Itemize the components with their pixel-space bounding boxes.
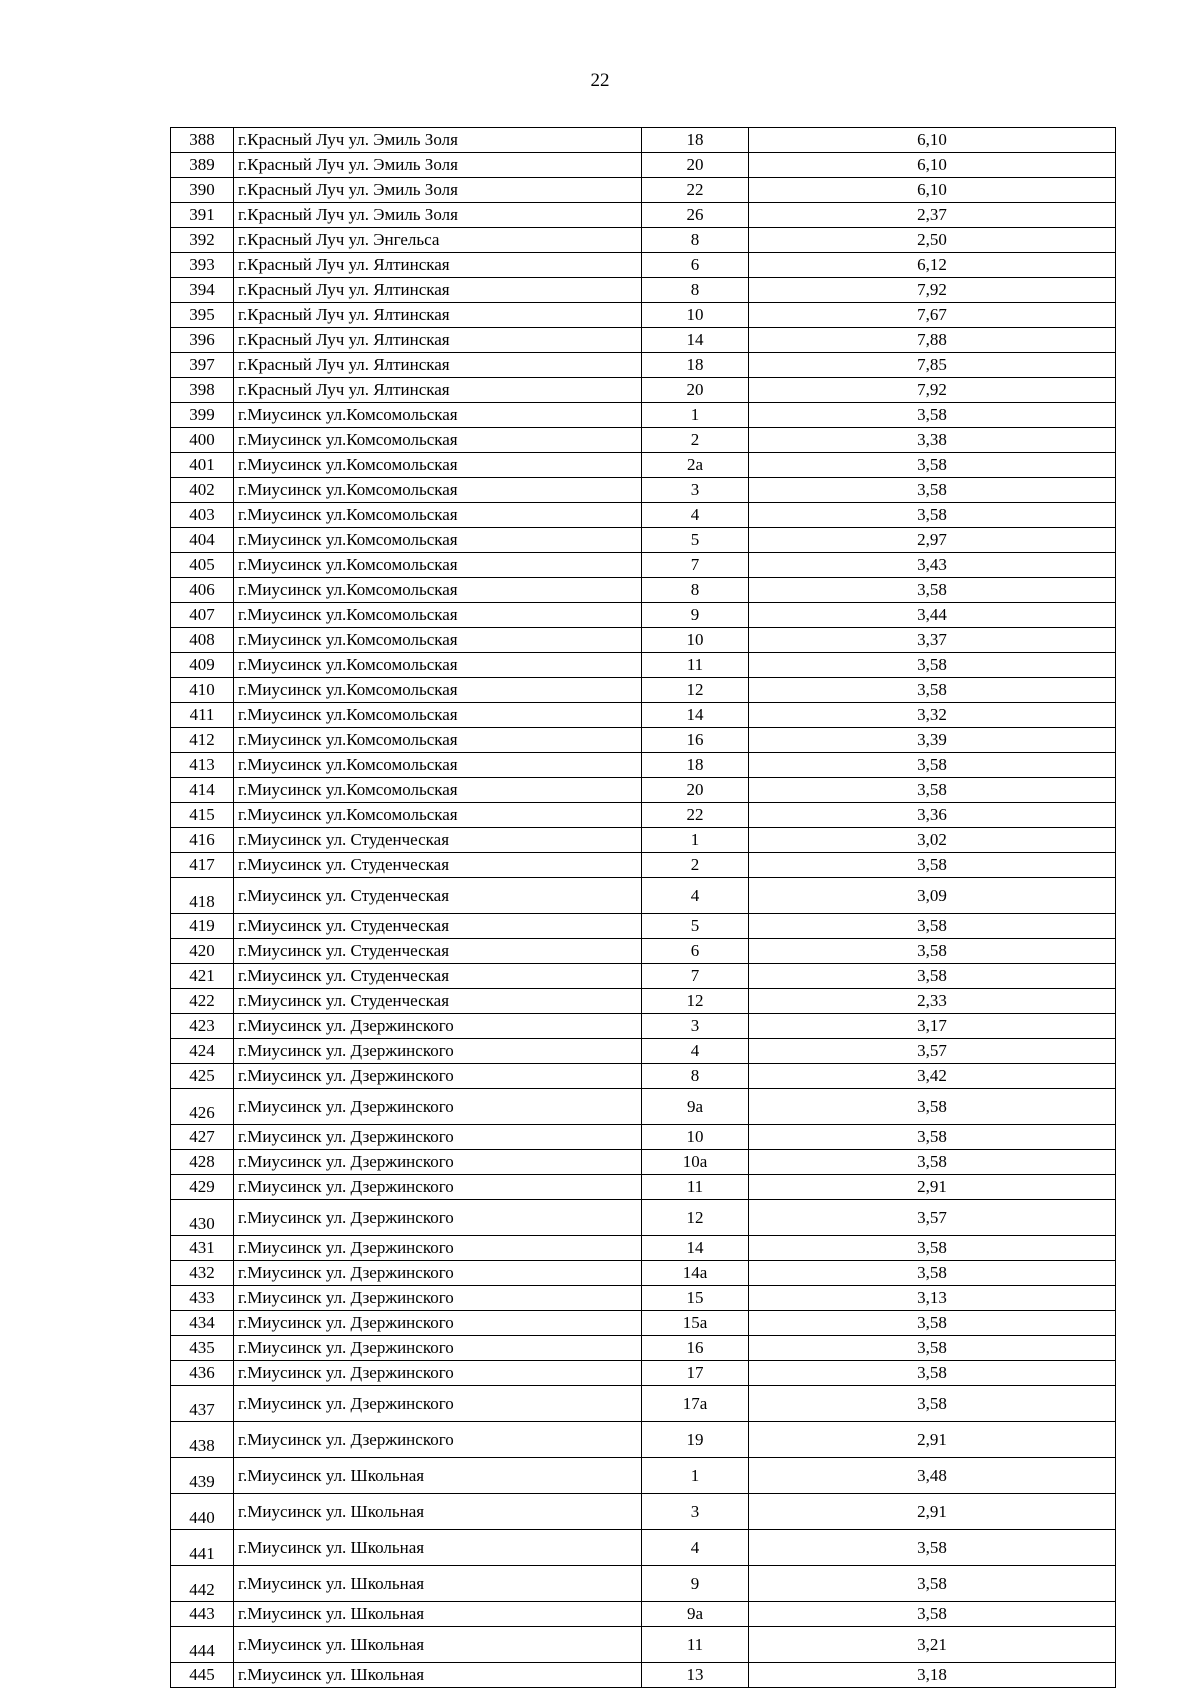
value-cell: 6,10 xyxy=(749,128,1116,153)
house-number-cell: 3 xyxy=(642,478,749,503)
value-cell: 3,58 xyxy=(749,478,1116,503)
table-row xyxy=(171,153,1116,178)
address-cell: г.Миусинск ул. Дзержинского xyxy=(234,1089,642,1125)
value-cell: 3,48 xyxy=(749,1458,1116,1494)
address-cell: г.Миусинск ул.Комсомольская xyxy=(234,478,642,503)
address-cell: г.Красный Луч ул. Ялтинская xyxy=(234,353,642,378)
row-number-cell: 438 xyxy=(171,1422,234,1458)
value-cell: 3,58 xyxy=(749,1261,1116,1286)
table-row xyxy=(171,964,1116,989)
table-row xyxy=(171,1422,1116,1458)
table-row xyxy=(171,1458,1116,1494)
row-number-cell: 403 xyxy=(171,503,234,528)
address-cell: г.Миусинск ул.Комсомольская xyxy=(234,703,642,728)
row-number-cell: 431 xyxy=(171,1236,234,1261)
address-cell: г.Миусинск ул. Студенческая xyxy=(234,989,642,1014)
address-cell: г.Миусинск ул. Дзержинского xyxy=(234,1311,642,1336)
value-cell: 2,37 xyxy=(749,203,1116,228)
row-number-cell: 405 xyxy=(171,553,234,578)
value-cell: 3,58 xyxy=(749,678,1116,703)
row-number-cell: 428 xyxy=(171,1150,234,1175)
value-cell: 3,21 xyxy=(749,1627,1116,1663)
value-cell: 2,91 xyxy=(749,1175,1116,1200)
house-number-cell: 12 xyxy=(642,678,749,703)
table-row xyxy=(171,1064,1116,1089)
house-number-cell: 13 xyxy=(642,1663,749,1688)
house-number-cell: 1 xyxy=(642,403,749,428)
address-cell: г.Миусинск ул.Комсомольская xyxy=(234,528,642,553)
table-row xyxy=(171,878,1116,914)
value-cell: 3,36 xyxy=(749,803,1116,828)
value-cell: 3,37 xyxy=(749,628,1116,653)
table-row xyxy=(171,428,1116,453)
house-number-cell: 11 xyxy=(642,1175,749,1200)
house-number-cell: 7 xyxy=(642,964,749,989)
row-number-cell: 435 xyxy=(171,1336,234,1361)
house-number-cell: 6 xyxy=(642,939,749,964)
table-row xyxy=(171,478,1116,503)
value-cell: 3,09 xyxy=(749,878,1116,914)
address-cell: г.Миусинск ул.Комсомольская xyxy=(234,778,642,803)
house-number-cell: 4 xyxy=(642,878,749,914)
value-cell: 2,97 xyxy=(749,528,1116,553)
row-number-cell: 395 xyxy=(171,303,234,328)
table-row xyxy=(171,1530,1116,1566)
address-cell: г.Миусинск ул. Школьная xyxy=(234,1566,642,1602)
address-cell: г.Миусинск ул. Дзержинского xyxy=(234,1064,642,1089)
table-row xyxy=(171,778,1116,803)
value-cell: 7,67 xyxy=(749,303,1116,328)
table-row xyxy=(171,803,1116,828)
house-number-cell: 10а xyxy=(642,1150,749,1175)
value-cell: 3,58 xyxy=(749,578,1116,603)
value-cell: 2,91 xyxy=(749,1422,1116,1458)
table-row xyxy=(171,528,1116,553)
address-cell: г.Миусинск ул. Студенческая xyxy=(234,964,642,989)
house-number-cell: 11 xyxy=(642,653,749,678)
table-row xyxy=(171,228,1116,253)
row-number-cell: 388 xyxy=(171,128,234,153)
row-number-cell: 425 xyxy=(171,1064,234,1089)
table-row xyxy=(171,328,1116,353)
row-number-cell: 390 xyxy=(171,178,234,203)
table-row xyxy=(171,1089,1116,1125)
table-body xyxy=(171,128,1116,1688)
table-row xyxy=(171,1039,1116,1064)
row-number-cell: 415 xyxy=(171,803,234,828)
table-row xyxy=(171,253,1116,278)
address-cell: г.Красный Луч ул. Эмиль Золя xyxy=(234,178,642,203)
value-cell: 3,43 xyxy=(749,553,1116,578)
table-row xyxy=(171,553,1116,578)
house-number-cell: 11 xyxy=(642,1627,749,1663)
address-cell: г.Красный Луч ул. Ялтинская xyxy=(234,378,642,403)
value-cell: 3,58 xyxy=(749,653,1116,678)
address-cell: г.Миусинск ул.Комсомольская xyxy=(234,803,642,828)
address-cell: г.Миусинск ул. Студенческая xyxy=(234,828,642,853)
value-cell: 3,58 xyxy=(749,1530,1116,1566)
row-number-cell: 444 xyxy=(171,1627,234,1663)
value-cell: 6,10 xyxy=(749,153,1116,178)
value-cell: 3,58 xyxy=(749,1089,1116,1125)
house-number-cell: 10 xyxy=(642,303,749,328)
house-number-cell: 1 xyxy=(642,1458,749,1494)
row-number-cell: 432 xyxy=(171,1261,234,1286)
row-number-cell: 436 xyxy=(171,1361,234,1386)
table-row xyxy=(171,1386,1116,1422)
row-number-cell: 404 xyxy=(171,528,234,553)
row-number-cell: 410 xyxy=(171,678,234,703)
table-row xyxy=(171,1261,1116,1286)
house-number-cell: 7 xyxy=(642,553,749,578)
table-row xyxy=(171,303,1116,328)
address-cell: г.Красный Луч ул. Ялтинская xyxy=(234,253,642,278)
house-number-cell: 14 xyxy=(642,328,749,353)
value-cell: 3,57 xyxy=(749,1200,1116,1236)
table-row xyxy=(171,503,1116,528)
address-cell: г.Красный Луч ул. Эмиль Золя xyxy=(234,153,642,178)
value-cell: 3,58 xyxy=(749,1125,1116,1150)
address-cell: г.Миусинск ул. Школьная xyxy=(234,1602,642,1627)
row-number-cell: 413 xyxy=(171,753,234,778)
value-cell: 3,58 xyxy=(749,403,1116,428)
data-table xyxy=(170,127,1116,1688)
house-number-cell: 5 xyxy=(642,914,749,939)
value-cell: 7,85 xyxy=(749,353,1116,378)
table-row xyxy=(171,603,1116,628)
house-number-cell: 9 xyxy=(642,1566,749,1602)
value-cell: 3,58 xyxy=(749,778,1116,803)
address-cell: г.Миусинск ул. Школьная xyxy=(234,1530,642,1566)
row-number-cell: 393 xyxy=(171,253,234,278)
value-cell: 3,58 xyxy=(749,914,1116,939)
address-cell: г.Миусинск ул. Студенческая xyxy=(234,853,642,878)
value-cell: 3,58 xyxy=(749,1361,1116,1386)
house-number-cell: 9а xyxy=(642,1602,749,1627)
address-cell: г.Миусинск ул.Комсомольская xyxy=(234,678,642,703)
value-cell: 3,44 xyxy=(749,603,1116,628)
address-cell: г.Миусинск ул. Дзержинского xyxy=(234,1386,642,1422)
table-row xyxy=(171,1663,1116,1688)
address-cell: г.Миусинск ул. Школьная xyxy=(234,1627,642,1663)
row-number-cell: 416 xyxy=(171,828,234,853)
row-number-cell: 414 xyxy=(171,778,234,803)
address-cell: г.Миусинск ул. Дзержинского xyxy=(234,1200,642,1236)
address-cell: г.Миусинск ул. Школьная xyxy=(234,1458,642,1494)
value-cell: 3,58 xyxy=(749,1150,1116,1175)
house-number-cell: 10 xyxy=(642,1125,749,1150)
table-row xyxy=(171,178,1116,203)
table-row xyxy=(171,278,1116,303)
table-row xyxy=(171,128,1116,153)
row-number-cell: 406 xyxy=(171,578,234,603)
row-number-cell: 396 xyxy=(171,328,234,353)
house-number-cell: 4 xyxy=(642,1530,749,1566)
table-row xyxy=(171,939,1116,964)
value-cell: 2,33 xyxy=(749,989,1116,1014)
value-cell: 2,91 xyxy=(749,1494,1116,1530)
house-number-cell: 8 xyxy=(642,578,749,603)
value-cell: 3,58 xyxy=(749,453,1116,478)
table-row xyxy=(171,1566,1116,1602)
row-number-cell: 417 xyxy=(171,853,234,878)
value-cell: 3,02 xyxy=(749,828,1116,853)
address-cell: г.Миусинск ул.Комсомольская xyxy=(234,603,642,628)
table-row xyxy=(171,853,1116,878)
row-number-cell: 440 xyxy=(171,1494,234,1530)
value-cell: 3,58 xyxy=(749,503,1116,528)
house-number-cell: 5 xyxy=(642,528,749,553)
row-number-cell: 434 xyxy=(171,1311,234,1336)
address-cell: г.Красный Луч ул. Эмиль Золя xyxy=(234,128,642,153)
row-number-cell: 409 xyxy=(171,653,234,678)
row-number-cell: 439 xyxy=(171,1458,234,1494)
address-cell: г.Миусинск ул. Школьная xyxy=(234,1494,642,1530)
house-number-cell: 14а xyxy=(642,1261,749,1286)
address-cell: г.Миусинск ул. Студенческая xyxy=(234,878,642,914)
address-cell: г.Миусинск ул.Комсомольская xyxy=(234,453,642,478)
value-cell: 3,39 xyxy=(749,728,1116,753)
house-number-cell: 8 xyxy=(642,1064,749,1089)
house-number-cell: 10 xyxy=(642,628,749,653)
row-number-cell: 433 xyxy=(171,1286,234,1311)
row-number-cell: 412 xyxy=(171,728,234,753)
address-cell: г.Красный Луч ул. Эмиль Золя xyxy=(234,203,642,228)
value-cell: 7,92 xyxy=(749,378,1116,403)
address-cell: г.Миусинск ул. Дзержинского xyxy=(234,1336,642,1361)
table-row xyxy=(171,678,1116,703)
row-number-cell: 437 xyxy=(171,1386,234,1422)
address-cell: г.Миусинск ул.Комсомольская xyxy=(234,753,642,778)
value-cell: 3,58 xyxy=(749,964,1116,989)
address-cell: г.Миусинск ул.Комсомольская xyxy=(234,503,642,528)
value-cell: 6,12 xyxy=(749,253,1116,278)
row-number-cell: 397 xyxy=(171,353,234,378)
address-cell: г.Миусинск ул. Дзержинского xyxy=(234,1150,642,1175)
table-row xyxy=(171,1236,1116,1261)
value-cell: 3,17 xyxy=(749,1014,1116,1039)
table-row xyxy=(171,403,1116,428)
row-number-cell: 443 xyxy=(171,1602,234,1627)
value-cell: 3,58 xyxy=(749,1386,1116,1422)
address-cell: г.Миусинск ул. Дзержинского xyxy=(234,1125,642,1150)
table-row xyxy=(171,1200,1116,1236)
value-cell: 3,58 xyxy=(749,853,1116,878)
row-number-cell: 389 xyxy=(171,153,234,178)
row-number-cell: 418 xyxy=(171,878,234,914)
table-row xyxy=(171,1286,1116,1311)
house-number-cell: 18 xyxy=(642,753,749,778)
row-number-cell: 423 xyxy=(171,1014,234,1039)
house-number-cell: 14 xyxy=(642,703,749,728)
table-row xyxy=(171,914,1116,939)
address-cell: г.Миусинск ул.Комсомольская xyxy=(234,728,642,753)
table-row xyxy=(171,1150,1116,1175)
table-row xyxy=(171,378,1116,403)
value-cell: 7,88 xyxy=(749,328,1116,353)
address-cell: г.Миусинск ул. Дзержинского xyxy=(234,1361,642,1386)
row-number-cell: 429 xyxy=(171,1175,234,1200)
house-number-cell: 8 xyxy=(642,278,749,303)
house-number-cell: 18 xyxy=(642,128,749,153)
row-number-cell: 402 xyxy=(171,478,234,503)
address-cell: г.Миусинск ул.Комсомольская xyxy=(234,628,642,653)
table-row xyxy=(171,1336,1116,1361)
row-number-cell: 399 xyxy=(171,403,234,428)
row-number-cell: 411 xyxy=(171,703,234,728)
house-number-cell: 2а xyxy=(642,453,749,478)
address-cell: г.Красный Луч ул. Ялтинская xyxy=(234,303,642,328)
row-number-cell: 427 xyxy=(171,1125,234,1150)
table-row xyxy=(171,1361,1116,1386)
table-row xyxy=(171,728,1116,753)
value-cell: 3,58 xyxy=(749,753,1116,778)
house-number-cell: 16 xyxy=(642,728,749,753)
row-number-cell: 394 xyxy=(171,278,234,303)
house-number-cell: 3 xyxy=(642,1014,749,1039)
row-number-cell: 426 xyxy=(171,1089,234,1125)
value-cell: 2,50 xyxy=(749,228,1116,253)
row-number-cell: 407 xyxy=(171,603,234,628)
table-row xyxy=(171,989,1116,1014)
house-number-cell: 1 xyxy=(642,828,749,853)
table-row xyxy=(171,1311,1116,1336)
house-number-cell: 4 xyxy=(642,503,749,528)
house-number-cell: 19 xyxy=(642,1422,749,1458)
table-row xyxy=(171,828,1116,853)
house-number-cell: 4 xyxy=(642,1039,749,1064)
table-row xyxy=(171,1627,1116,1663)
address-cell: г.Миусинск ул.Комсомольская xyxy=(234,553,642,578)
value-cell: 3,42 xyxy=(749,1064,1116,1089)
address-cell: г.Миусинск ул. Дзержинского xyxy=(234,1236,642,1261)
address-cell: г.Красный Луч ул. Ялтинская xyxy=(234,328,642,353)
house-number-cell: 22 xyxy=(642,178,749,203)
table-row xyxy=(171,653,1116,678)
row-number-cell: 408 xyxy=(171,628,234,653)
address-cell: г.Миусинск ул. Студенческая xyxy=(234,939,642,964)
address-cell: г.Миусинск ул. Дзержинского xyxy=(234,1175,642,1200)
value-cell: 3,18 xyxy=(749,1663,1116,1688)
table-row xyxy=(171,453,1116,478)
house-number-cell: 18 xyxy=(642,353,749,378)
value-cell: 3,58 xyxy=(749,1336,1116,1361)
house-number-cell: 12 xyxy=(642,989,749,1014)
address-cell: г.Миусинск ул. Дзержинского xyxy=(234,1014,642,1039)
table-row xyxy=(171,753,1116,778)
row-number-cell: 421 xyxy=(171,964,234,989)
house-number-cell: 14 xyxy=(642,1236,749,1261)
row-number-cell: 442 xyxy=(171,1566,234,1602)
table-row xyxy=(171,1175,1116,1200)
house-number-cell: 15а xyxy=(642,1311,749,1336)
address-cell: г.Миусинск ул.Комсомольская xyxy=(234,578,642,603)
address-cell: г.Миусинск ул. Дзержинского xyxy=(234,1286,642,1311)
page-number: 22 xyxy=(590,70,610,91)
address-cell: г.Миусинск ул. Дзержинского xyxy=(234,1261,642,1286)
house-number-cell: 6 xyxy=(642,253,749,278)
row-number-cell: 422 xyxy=(171,989,234,1014)
address-cell: г.Красный Луч ул. Ялтинская xyxy=(234,278,642,303)
table-row xyxy=(171,1602,1116,1627)
house-number-cell: 20 xyxy=(642,153,749,178)
value-cell: 6,10 xyxy=(749,178,1116,203)
house-number-cell: 2 xyxy=(642,853,749,878)
address-cell: г.Миусинск ул. Школьная xyxy=(234,1663,642,1688)
row-number-cell: 400 xyxy=(171,428,234,453)
house-number-cell: 15 xyxy=(642,1286,749,1311)
row-number-cell: 398 xyxy=(171,378,234,403)
house-number-cell: 16 xyxy=(642,1336,749,1361)
value-cell: 7,92 xyxy=(749,278,1116,303)
address-cell: г.Миусинск ул. Дзержинского xyxy=(234,1422,642,1458)
value-cell: 3,58 xyxy=(749,1566,1116,1602)
row-number-cell: 441 xyxy=(171,1530,234,1566)
address-cell: г.Миусинск ул. Дзержинского xyxy=(234,1039,642,1064)
value-cell: 3,58 xyxy=(749,1602,1116,1627)
row-number-cell: 391 xyxy=(171,203,234,228)
row-number-cell: 445 xyxy=(171,1663,234,1688)
house-number-cell: 3 xyxy=(642,1494,749,1530)
value-cell: 3,58 xyxy=(749,1311,1116,1336)
value-cell: 3,58 xyxy=(749,1236,1116,1261)
house-number-cell: 20 xyxy=(642,378,749,403)
house-number-cell: 8 xyxy=(642,228,749,253)
table-row xyxy=(171,628,1116,653)
table-row xyxy=(171,203,1116,228)
value-cell: 3,13 xyxy=(749,1286,1116,1311)
address-cell: г.Красный Луч ул. Энгельса xyxy=(234,228,642,253)
row-number-cell: 419 xyxy=(171,914,234,939)
table-row xyxy=(171,1494,1116,1530)
table-row xyxy=(171,578,1116,603)
value-cell: 3,38 xyxy=(749,428,1116,453)
address-cell: г.Миусинск ул. Студенческая xyxy=(234,914,642,939)
row-number-cell: 424 xyxy=(171,1039,234,1064)
house-number-cell: 12 xyxy=(642,1200,749,1236)
house-number-cell: 9а xyxy=(642,1089,749,1125)
table-row xyxy=(171,703,1116,728)
house-number-cell: 26 xyxy=(642,203,749,228)
row-number-cell: 392 xyxy=(171,228,234,253)
address-cell: г.Миусинск ул.Комсомольская xyxy=(234,428,642,453)
value-cell: 3,32 xyxy=(749,703,1116,728)
house-number-cell: 20 xyxy=(642,778,749,803)
address-cell: г.Миусинск ул.Комсомольская xyxy=(234,403,642,428)
house-number-cell: 17а xyxy=(642,1386,749,1422)
value-cell: 3,58 xyxy=(749,939,1116,964)
row-number-cell: 401 xyxy=(171,453,234,478)
table-row xyxy=(171,353,1116,378)
house-number-cell: 22 xyxy=(642,803,749,828)
address-cell: г.Миусинск ул.Комсомольская xyxy=(234,653,642,678)
house-number-cell: 9 xyxy=(642,603,749,628)
table-row xyxy=(171,1014,1116,1039)
row-number-cell: 420 xyxy=(171,939,234,964)
row-number-cell: 430 xyxy=(171,1200,234,1236)
house-number-cell: 17 xyxy=(642,1361,749,1386)
house-number-cell: 2 xyxy=(642,428,749,453)
table-row xyxy=(171,1125,1116,1150)
value-cell: 3,57 xyxy=(749,1039,1116,1064)
